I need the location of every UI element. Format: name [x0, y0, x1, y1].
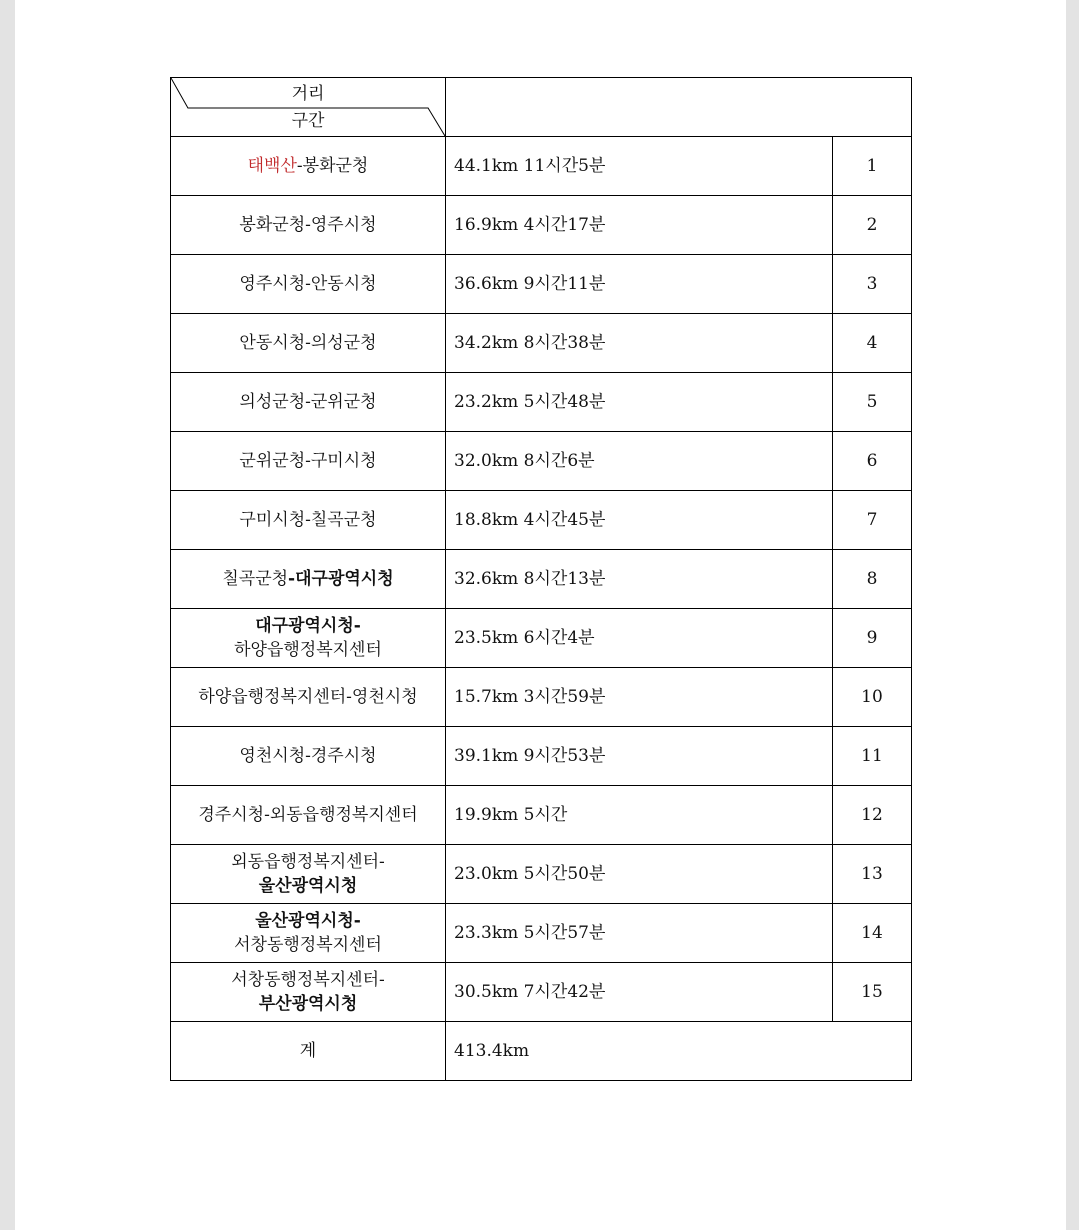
distance-cell: 23.0km 5시간50분: [446, 845, 833, 904]
row-number: 14: [833, 904, 912, 963]
section-start: 칠곡군청: [222, 569, 289, 589]
distance-cell: 36.6km 9시간11분: [446, 255, 833, 314]
table-row: [171, 373, 912, 432]
section-separator: -: [288, 569, 296, 589]
section-cell: [171, 314, 446, 373]
table-header-row: [171, 78, 912, 137]
row-number: 15: [833, 963, 912, 1022]
section-end: 서창동행정복지센터: [234, 935, 382, 955]
row-number: 3: [833, 255, 912, 314]
section-cell: [171, 491, 446, 550]
total-distance: 413.4km: [446, 1022, 912, 1081]
table-row: [171, 904, 912, 963]
section-cell: [171, 845, 446, 904]
section-header: 구간: [291, 111, 325, 131]
distance-cell: 34.2km 8시간38분: [446, 314, 833, 373]
section-end: 하양읍행정복지센터: [234, 640, 382, 660]
section-end: 대구광역시청: [295, 569, 394, 589]
row-number: 9: [833, 609, 912, 668]
section-end: 봉화군청: [302, 156, 369, 176]
total-row: [171, 1022, 912, 1081]
row-number: 12: [833, 786, 912, 845]
table-row: [171, 550, 912, 609]
distance-cell: 30.5km 7시간42분: [446, 963, 833, 1022]
section-cell: [171, 963, 446, 1022]
section-separator: -: [264, 805, 270, 825]
table-row: [171, 137, 912, 196]
section-separator: -: [305, 333, 311, 353]
section-end: 영천시청: [351, 687, 418, 707]
section-end: 영주시청: [310, 215, 377, 235]
section-cell: [171, 137, 446, 196]
section-end: 칠곡군청: [310, 510, 377, 530]
section-cell: [171, 609, 446, 668]
section-separator: -: [305, 392, 311, 412]
section-end: 군위군청: [310, 392, 377, 412]
section-start: 군위군청: [239, 451, 306, 471]
section-start: 대구광역시청-: [255, 616, 361, 636]
distance-cell: 18.8km 4시간45분: [446, 491, 833, 550]
section-cell: [171, 904, 446, 963]
distance-cell: 23.5km 6시간4분: [446, 609, 833, 668]
table-row: [171, 491, 912, 550]
section-separator: -: [305, 274, 311, 294]
distance-cell: 39.1km 9시간53분: [446, 727, 833, 786]
section-start: 의성군청: [239, 392, 306, 412]
distance-cell: 23.2km 5시간48분: [446, 373, 833, 432]
section-separator: -: [305, 746, 311, 766]
section-start: 하양읍행정복지센터: [198, 687, 347, 707]
table-row: [171, 196, 912, 255]
table-row: [171, 727, 912, 786]
section-cell: [171, 196, 446, 255]
section-cell: [171, 432, 446, 491]
table-row: [171, 432, 912, 491]
row-number: 1: [833, 137, 912, 196]
section-end: 경주시청: [310, 746, 377, 766]
section-start: 영주시청: [239, 274, 306, 294]
distance-header: 거리: [291, 84, 325, 104]
section-start: 울산광역시청-: [255, 911, 361, 931]
row-number: 8: [833, 550, 912, 609]
section-start: 구미시청: [239, 510, 306, 530]
section-start: 봉화군청: [239, 215, 306, 235]
row-number: 7: [833, 491, 912, 550]
row-number: 10: [833, 668, 912, 727]
distance-cell: 16.9km 4시간17분: [446, 196, 833, 255]
section-cell: [171, 550, 446, 609]
table-row: [171, 668, 912, 727]
section-cell: [171, 373, 446, 432]
row-number: 11: [833, 727, 912, 786]
distance-cell: 15.7km 3시간59분: [446, 668, 833, 727]
distance-cell: 19.9km 5시간: [446, 786, 833, 845]
row-number: 13: [833, 845, 912, 904]
section-separator: -: [305, 215, 311, 235]
section-start-highlight: 태백산: [247, 156, 297, 176]
section-start: 서창동행정복지센터-: [231, 970, 385, 990]
table-row: [171, 963, 912, 1022]
table-row: [171, 255, 912, 314]
section-end: 의성군청: [310, 333, 377, 353]
diagonal-header-cell: [171, 78, 446, 137]
section-start: 안동시청: [239, 333, 306, 353]
total-label: 계: [171, 1022, 446, 1081]
distance-cell: 32.0km 8시간6분: [446, 432, 833, 491]
section-separator: -: [305, 451, 311, 471]
section-separator: -: [305, 510, 311, 530]
distance-cell: 23.3km 5시간57분: [446, 904, 833, 963]
row-number: 5: [833, 373, 912, 432]
section-end: 울산광역시청: [258, 876, 358, 896]
section-separator: -: [296, 156, 303, 176]
section-start: 영천시청: [239, 746, 306, 766]
section-cell: [171, 727, 446, 786]
distance-cell: 32.6km 8시간13분: [446, 550, 833, 609]
section-end: 안동시청: [310, 274, 377, 294]
section-separator: -: [346, 687, 352, 707]
section-end: 외동읍행정복지센터: [269, 805, 418, 825]
section-start: 외동읍행정복지센터-: [231, 852, 385, 872]
table-row: [171, 845, 912, 904]
table-row: [171, 314, 912, 373]
row-number: 2: [833, 196, 912, 255]
header-empty-cell: [446, 78, 912, 137]
table-row: [171, 609, 912, 668]
row-number: 6: [833, 432, 912, 491]
section-start: 경주시청: [198, 805, 265, 825]
section-cell: [171, 255, 446, 314]
section-end: 구미시청: [310, 451, 377, 471]
section-cell: [171, 786, 446, 845]
document-page: [15, 0, 1066, 1230]
route-table: [170, 77, 912, 1081]
row-number: 4: [833, 314, 912, 373]
section-cell: [171, 668, 446, 727]
table-row: [171, 786, 912, 845]
distance-cell: 44.1km 11시간5분: [446, 137, 833, 196]
section-end: 부산광역시청: [258, 994, 358, 1014]
